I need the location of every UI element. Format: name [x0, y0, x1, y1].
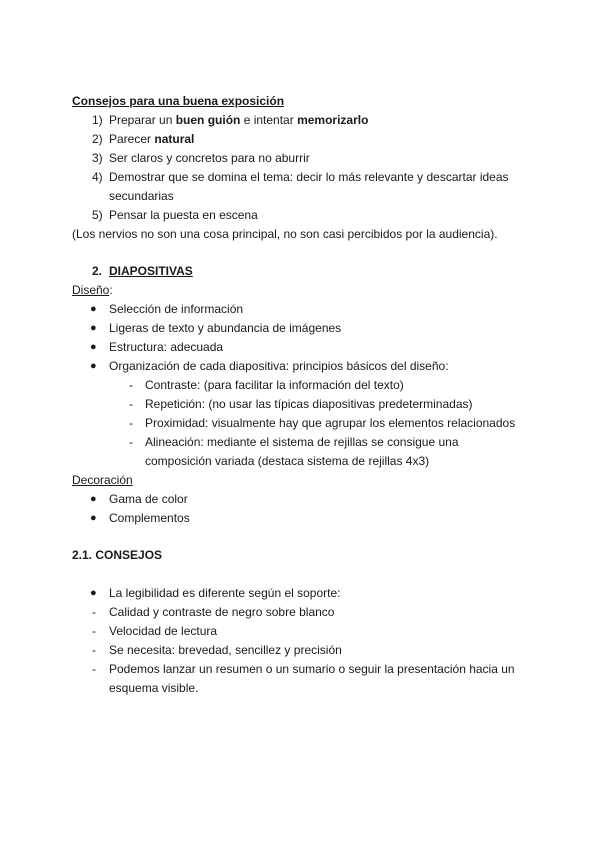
- principle-item: Alineación: mediante el sistema de rejillas se consigue una: [145, 435, 459, 449]
- bullet-icon: ●: [90, 341, 97, 353]
- bullet-icon: ●: [90, 303, 97, 315]
- list-number: 4): [92, 170, 103, 184]
- section-title-diapositivas: DIAPOSITIVAS: [109, 264, 193, 278]
- section-title-consejos: Consejos para una buena exposición: [72, 94, 285, 108]
- list-item: Estructura: adecuada: [109, 340, 224, 354]
- dash-icon: -: [129, 435, 133, 449]
- dash-icon: -: [129, 397, 133, 411]
- dash-icon: -: [92, 662, 96, 676]
- list-item: Complementos: [109, 511, 190, 525]
- principle-item-continuation: composición variada (destaca sistema de rejillas 4x3): [145, 454, 430, 468]
- list-item-continuation: secundarias: [109, 189, 174, 203]
- list-item: Ligeras de texto y abundancia de imágenes: [109, 321, 342, 335]
- list-item: Preparar un buen guión e intentar memorizarlo: [109, 113, 369, 127]
- list-number: 2): [92, 132, 103, 146]
- list-item: Parecer natural: [109, 132, 195, 146]
- note-text: (Los nervios no son una cosa principal, no son casi percibidos por la audiencia).: [72, 227, 498, 241]
- list-item: La legibilidad es diferente según el soporte:: [109, 586, 341, 600]
- bullet-icon: ●: [90, 587, 97, 599]
- dash-icon: -: [92, 643, 96, 657]
- decoration-heading: Decoración: [72, 473, 133, 487]
- principle-item: Contraste: (para facilitar la información del texto): [145, 378, 404, 392]
- list-number: 5): [92, 208, 103, 222]
- dash-icon: -: [92, 624, 96, 638]
- bullet-icon: ●: [90, 322, 97, 334]
- principle-item: Repetición: (no usar las típicas diapositivas predeterminadas): [145, 397, 473, 411]
- dash-icon: -: [92, 605, 96, 619]
- list-number: 1): [92, 113, 103, 127]
- dash-icon: -: [129, 378, 133, 392]
- dash-item: Velocidad de lectura: [109, 624, 218, 638]
- dash-item: Se necesita: brevedad, sencillez y precisión: [109, 643, 342, 657]
- section-number: 2.: [92, 264, 103, 278]
- list-item: Pensar la puesta en escena: [109, 208, 258, 222]
- list-number: 3): [92, 151, 103, 165]
- bullet-icon: ●: [90, 360, 97, 372]
- list-item: Demostrar que se domina el tema: decir lo más relevante y descartar ideas: [109, 170, 509, 184]
- list-item: Selección de información: [109, 302, 244, 316]
- list-item: Organización de cada diapositiva: principios básicos del diseño:: [109, 359, 449, 373]
- dash-item: Podemos lanzar un resumen o un sumario o seguir la presentación hacia un: [109, 662, 515, 676]
- list-item: Gama de color: [109, 492, 188, 506]
- dash-item-continuation: esquema visible.: [109, 681, 199, 695]
- dash-item: Calidad y contraste de negro sobre blanco: [109, 605, 335, 619]
- design-heading: Diseño:: [72, 283, 113, 297]
- principle-item: Proximidad: visualmente hay que agrupar los elementos relacionados: [145, 416, 516, 430]
- section-title-consejos-2-1: 2.1. CONSEJOS: [72, 548, 163, 562]
- bullet-icon: ●: [90, 512, 97, 524]
- bullet-icon: ●: [90, 493, 97, 505]
- dash-icon: -: [129, 416, 133, 430]
- list-item: Ser claros y concretos para no aburrir: [109, 151, 310, 165]
